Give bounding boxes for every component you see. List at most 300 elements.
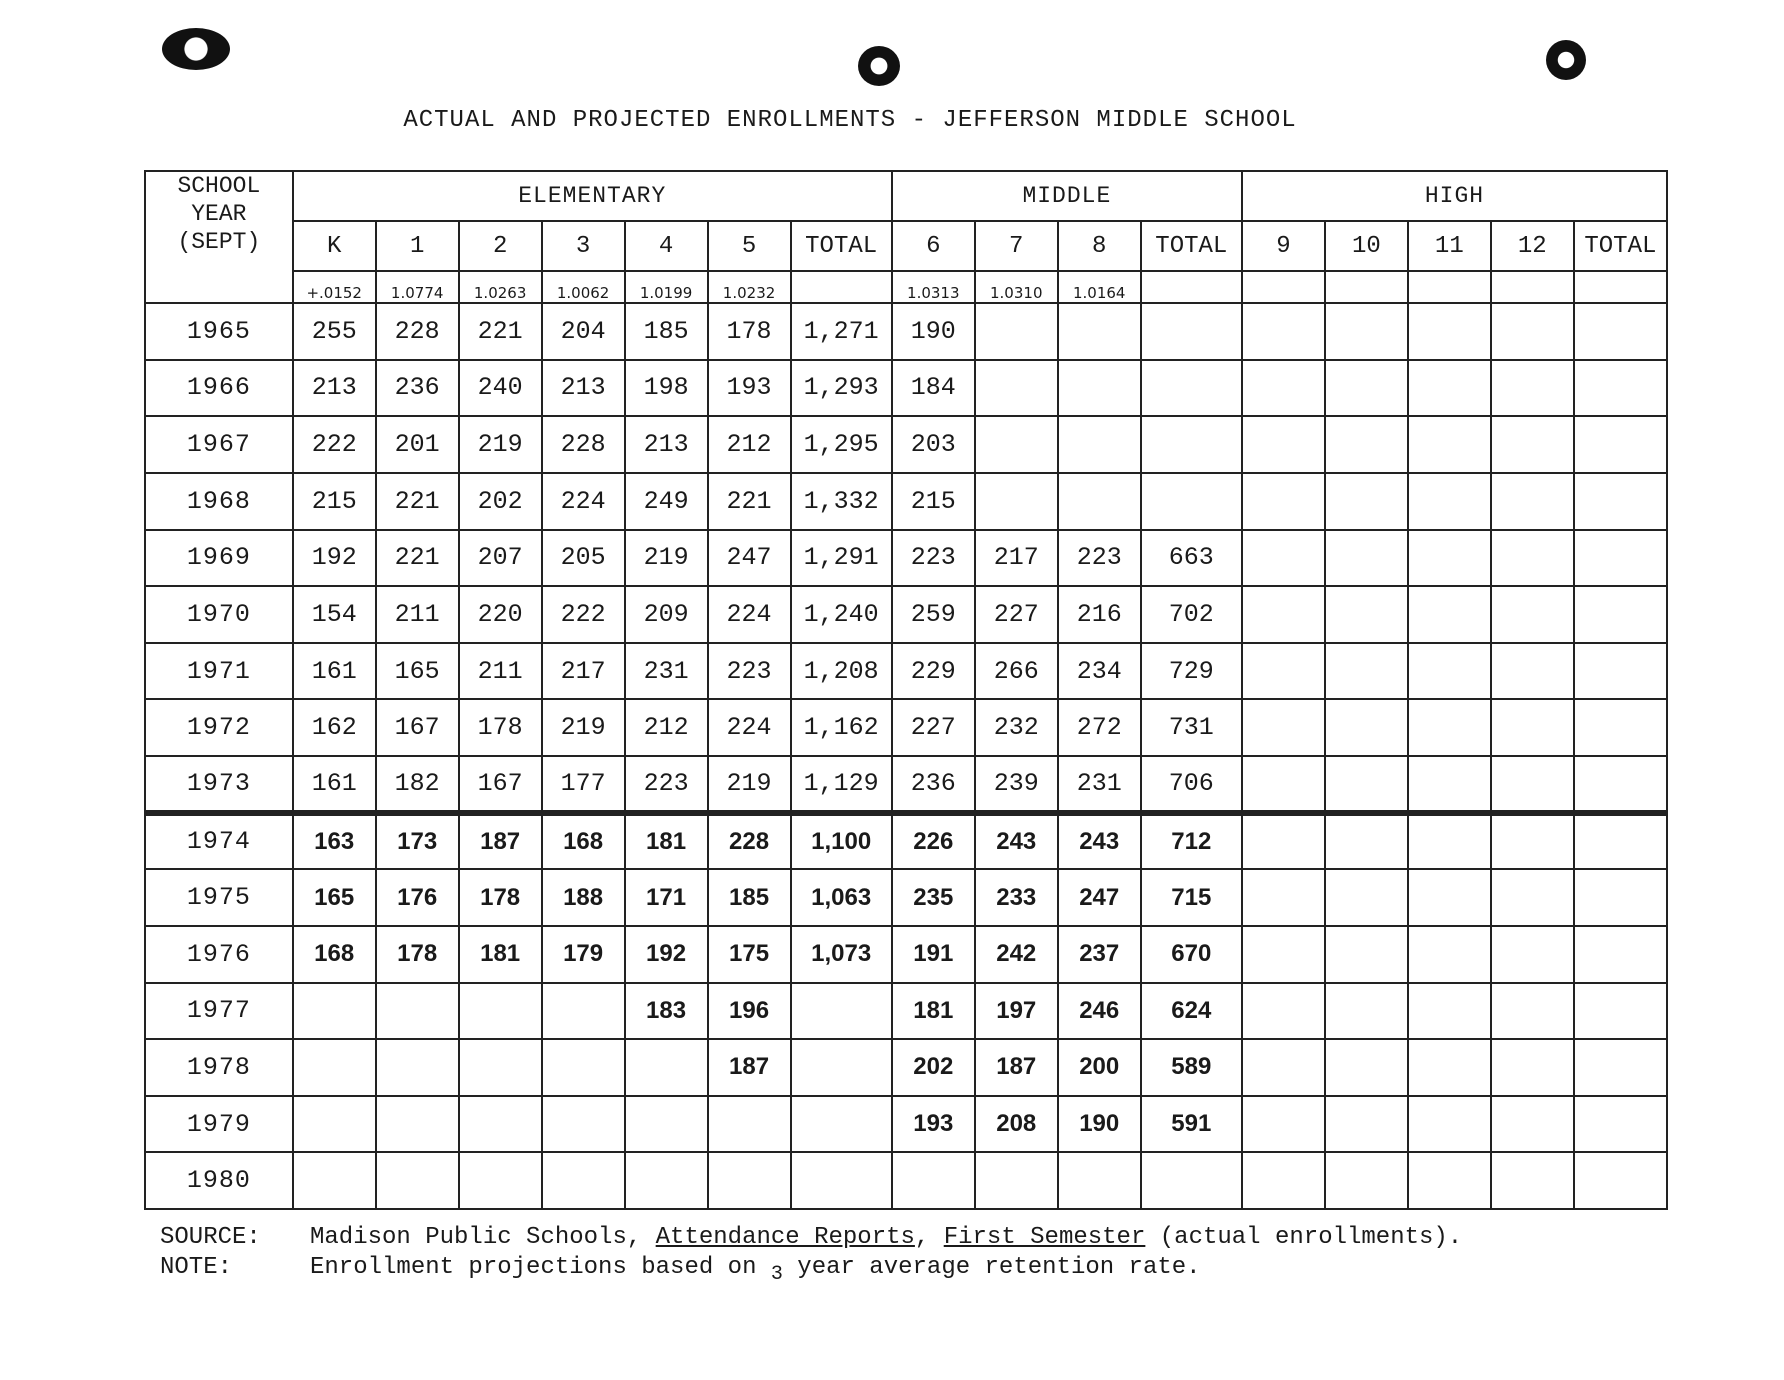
enrollment-cell — [1574, 530, 1667, 587]
high-group-header: HIGH — [1242, 171, 1667, 221]
enrollment-cell: 1,208 — [791, 643, 892, 700]
enrollment-cell — [459, 1152, 542, 1209]
enrollment-cell: 247 — [708, 530, 791, 587]
note-label: NOTE: — [160, 1254, 233, 1281]
enrollment-cell: 223 — [625, 756, 708, 813]
enrollment-cell: 217 — [975, 530, 1058, 587]
enrollment-cell: 215 — [293, 473, 376, 530]
enrollment-cell — [1058, 303, 1141, 360]
elementary-total-header: TOTAL — [791, 221, 892, 271]
enrollment-cell: 213 — [625, 416, 708, 473]
enrollment-cell: 247 — [1058, 869, 1141, 926]
grade-header: 10 — [1325, 221, 1408, 271]
table-row — [145, 360, 1667, 417]
enrollment-cell — [1408, 926, 1491, 983]
enrollment-cell: 202 — [892, 1039, 975, 1096]
enrollment-cell: 224 — [708, 586, 791, 643]
enrollment-cell — [1141, 303, 1242, 360]
enrollment-cell — [376, 1039, 459, 1096]
enrollment-cell: 162 — [293, 699, 376, 756]
enrollment-cell: 227 — [892, 699, 975, 756]
enrollment-cell — [791, 983, 892, 1040]
enrollment-cell: 219 — [459, 416, 542, 473]
enrollment-cell: 209 — [625, 586, 708, 643]
enrollment-cell: 1,100 — [791, 813, 892, 870]
enrollment-cell: 165 — [376, 643, 459, 700]
enrollment-cell: 715 — [1141, 869, 1242, 926]
enrollment-cell — [1325, 926, 1408, 983]
grade-header: 7 — [975, 221, 1058, 271]
enrollment-cell — [1574, 360, 1667, 417]
elementary-group-header: ELEMENTARY — [293, 171, 892, 221]
table-row — [145, 756, 1667, 813]
enrollment-cell — [1491, 360, 1574, 417]
school-year-header-line: SCHOOL — [177, 173, 261, 199]
enrollment-cell — [1491, 699, 1574, 756]
enrollment-cell: 237 — [1058, 926, 1141, 983]
enrollment-cell: 182 — [376, 756, 459, 813]
enrollment-cell: 181 — [892, 983, 975, 1040]
enrollment-cell — [708, 1096, 791, 1153]
enrollment-cell: 259 — [892, 586, 975, 643]
retention-rate: +.0152 — [293, 271, 376, 303]
enrollment-cell — [1574, 303, 1667, 360]
enrollment-cell — [1325, 756, 1408, 813]
enrollment-cell: 712 — [1141, 813, 1242, 870]
enrollment-cell: 663 — [1141, 530, 1242, 587]
enrollment-cell: 193 — [892, 1096, 975, 1153]
enrollment-cell: 228 — [542, 416, 625, 473]
enrollment-cell: 243 — [975, 813, 1058, 870]
enrollment-cell — [1058, 473, 1141, 530]
enrollment-cell — [1574, 416, 1667, 473]
enrollment-cell: 204 — [542, 303, 625, 360]
enrollment-cell: 221 — [459, 303, 542, 360]
enrollment-cell: 231 — [625, 643, 708, 700]
grade-header: 4 — [625, 221, 708, 271]
grade-header: 11 — [1408, 221, 1491, 271]
enrollment-cell: 178 — [708, 303, 791, 360]
enrollment-cell — [1574, 926, 1667, 983]
enrollment-cell: 192 — [293, 530, 376, 587]
retention-rate: 1.0062 — [542, 271, 625, 303]
enrollment-cell — [975, 1152, 1058, 1209]
enrollment-cell: 167 — [376, 699, 459, 756]
enrollment-cell: 239 — [975, 756, 1058, 813]
retention-rate — [1574, 271, 1667, 303]
enrollment-cell: 624 — [1141, 983, 1242, 1040]
grade-header: 2 — [459, 221, 542, 271]
note-year-count: 3 — [770, 1263, 783, 1286]
source-report-title: Attendance Reports — [655, 1224, 915, 1251]
enrollment-cell: 670 — [1141, 926, 1242, 983]
enrollment-cell — [975, 303, 1058, 360]
enrollment-cell: 187 — [975, 1039, 1058, 1096]
enrollment-cell — [1242, 530, 1325, 587]
enrollment-cell: 212 — [625, 699, 708, 756]
enrollment-cell: 231 — [1058, 756, 1141, 813]
school-year-cell: 1975 — [145, 869, 293, 926]
enrollment-cell — [1408, 756, 1491, 813]
punch-hole-right — [1546, 40, 1586, 80]
school-year-cell: 1965 — [145, 303, 293, 360]
enrollment-cell — [293, 1152, 376, 1209]
enrollment-cell: 243 — [1058, 813, 1141, 870]
school-year-cell: 1973 — [145, 756, 293, 813]
retention-rate — [1141, 271, 1242, 303]
note-text: Enrollment projections based on — [310, 1254, 771, 1281]
table-row — [145, 416, 1667, 473]
enrollment-cell — [975, 473, 1058, 530]
enrollment-cell: 211 — [376, 586, 459, 643]
enrollment-cell: 187 — [459, 813, 542, 870]
enrollment-cell: 249 — [625, 473, 708, 530]
enrollment-cell — [1408, 586, 1491, 643]
enrollment-cell — [1058, 416, 1141, 473]
school-year-cell: 1974 — [145, 813, 293, 870]
enrollment-cell: 179 — [542, 926, 625, 983]
enrollment-cell: 196 — [708, 983, 791, 1040]
enrollment-cell — [975, 360, 1058, 417]
enrollment-cell — [1574, 586, 1667, 643]
enrollment-cell — [1325, 1039, 1408, 1096]
enrollment-cell — [1408, 699, 1491, 756]
enrollment-cell: 220 — [459, 586, 542, 643]
enrollment-cell: 228 — [376, 303, 459, 360]
enrollment-cell: 591 — [1141, 1096, 1242, 1153]
source-line — [160, 1223, 1462, 1253]
enrollment-cell: 1,295 — [791, 416, 892, 473]
enrollment-cell: 589 — [1141, 1039, 1242, 1096]
enrollment-cell: 266 — [975, 643, 1058, 700]
enrollment-cell — [1491, 926, 1574, 983]
retention-rate-row — [145, 271, 1667, 303]
retention-rate: 1.0263 — [459, 271, 542, 303]
enrollment-cell — [625, 1152, 708, 1209]
enrollment-cell: 188 — [542, 869, 625, 926]
enrollment-cell — [1408, 1152, 1491, 1209]
table-row — [145, 1096, 1667, 1153]
table-row — [145, 983, 1667, 1040]
enrollment-cell: 173 — [376, 813, 459, 870]
enrollment-cell — [1325, 983, 1408, 1040]
enrollment-cell: 167 — [459, 756, 542, 813]
enrollment-cell: 222 — [542, 586, 625, 643]
enrollment-cell — [459, 1096, 542, 1153]
enrollment-cell: 233 — [975, 869, 1058, 926]
enrollment-cell: 224 — [708, 699, 791, 756]
enrollment-cell: 227 — [975, 586, 1058, 643]
enrollment-cell — [1242, 869, 1325, 926]
grade-header: 8 — [1058, 221, 1141, 271]
enrollment-cell: 219 — [708, 756, 791, 813]
enrollment-cell: 198 — [625, 360, 708, 417]
source-label: SOURCE: — [160, 1224, 261, 1251]
table-row — [145, 303, 1667, 360]
enrollment-cell: 221 — [376, 473, 459, 530]
enrollment-cell: 226 — [892, 813, 975, 870]
enrollment-cell — [1325, 530, 1408, 587]
enrollment-cell — [708, 1152, 791, 1209]
enrollment-cell: 222 — [293, 416, 376, 473]
enrollment-cell — [1408, 1096, 1491, 1153]
enrollment-cell: 215 — [892, 473, 975, 530]
enrollment-cell — [1325, 360, 1408, 417]
enrollment-cell: 178 — [376, 926, 459, 983]
group-header-row — [145, 171, 1667, 221]
enrollment-cell — [1491, 813, 1574, 870]
enrollment-cell — [1242, 926, 1325, 983]
enrollment-cell: 236 — [376, 360, 459, 417]
enrollment-cell — [1408, 303, 1491, 360]
table-row — [145, 813, 1667, 870]
retention-rate: 1.0774 — [376, 271, 459, 303]
enrollment-cell — [1242, 473, 1325, 530]
enrollment-cell — [1325, 643, 1408, 700]
enrollment-cell: 168 — [293, 926, 376, 983]
enrollment-cell: 207 — [459, 530, 542, 587]
enrollment-cell — [1574, 1039, 1667, 1096]
enrollment-cell — [542, 1096, 625, 1153]
enrollment-cell — [1408, 643, 1491, 700]
retention-rate: 1.0199 — [625, 271, 708, 303]
table-row — [145, 1152, 1667, 1209]
enrollment-cell: 213 — [293, 360, 376, 417]
school-year-cell: 1968 — [145, 473, 293, 530]
enrollment-cell: 221 — [708, 473, 791, 530]
enrollment-cell: 171 — [625, 869, 708, 926]
enrollment-cell — [293, 1096, 376, 1153]
enrollment-cell — [625, 1096, 708, 1153]
enrollment-cell — [1408, 1039, 1491, 1096]
enrollment-cell — [975, 416, 1058, 473]
note-line — [160, 1253, 1462, 1284]
enrollment-cell: 1,293 — [791, 360, 892, 417]
enrollment-cell: 1,063 — [791, 869, 892, 926]
enrollment-cell — [1141, 360, 1242, 417]
enrollment-cell — [1574, 699, 1667, 756]
retention-rate — [1242, 271, 1325, 303]
enrollment-cell: 1,332 — [791, 473, 892, 530]
retention-rate: 1.0232 — [708, 271, 791, 303]
enrollment-cell: 219 — [625, 530, 708, 587]
enrollment-table-body — [145, 303, 1667, 1209]
enrollment-cell — [1574, 1096, 1667, 1153]
enrollment-cell: 242 — [975, 926, 1058, 983]
punch-hole-center — [858, 46, 900, 86]
enrollment-cell: 201 — [376, 416, 459, 473]
source-suffix: (actual enrollments). — [1145, 1224, 1463, 1251]
enrollment-cell — [1242, 983, 1325, 1040]
grade-header: 1 — [376, 221, 459, 271]
retention-rate — [1491, 271, 1574, 303]
retention-rate: 1.0310 — [975, 271, 1058, 303]
enrollment-cell — [1242, 813, 1325, 870]
school-year-cell: 1970 — [145, 586, 293, 643]
enrollment-cell — [1574, 756, 1667, 813]
enrollment-cell — [1141, 1152, 1242, 1209]
enrollment-cell: 185 — [708, 869, 791, 926]
retention-rate — [791, 271, 892, 303]
enrollment-cell: 1,240 — [791, 586, 892, 643]
school-year-header — [145, 171, 293, 303]
grade-header: 6 — [892, 221, 975, 271]
enrollment-cell — [1242, 303, 1325, 360]
enrollment-cell — [1491, 756, 1574, 813]
school-year-cell: 1980 — [145, 1152, 293, 1209]
table-row — [145, 869, 1667, 926]
enrollment-cell: 161 — [293, 643, 376, 700]
enrollment-cell: 190 — [892, 303, 975, 360]
enrollment-cell — [1408, 360, 1491, 417]
enrollment-cell: 183 — [625, 983, 708, 1040]
high-total-header: TOTAL — [1574, 221, 1667, 271]
enrollment-cell — [1325, 473, 1408, 530]
enrollment-cell: 192 — [625, 926, 708, 983]
enrollment-cell — [542, 983, 625, 1040]
table-row — [145, 473, 1667, 530]
enrollment-cell: 1,073 — [791, 926, 892, 983]
enrollment-cell — [1242, 1039, 1325, 1096]
enrollment-cell — [1325, 586, 1408, 643]
grade-header: 9 — [1242, 221, 1325, 271]
enrollment-cell: 223 — [708, 643, 791, 700]
enrollment-cell — [1242, 699, 1325, 756]
enrollment-cell — [459, 1039, 542, 1096]
school-year-cell: 1977 — [145, 983, 293, 1040]
enrollment-cell: 168 — [542, 813, 625, 870]
school-year-header-line: YEAR — [191, 201, 247, 227]
enrollment-cell — [1242, 643, 1325, 700]
table-row — [145, 699, 1667, 756]
enrollment-cell: 191 — [892, 926, 975, 983]
enrollment-cell: 203 — [892, 416, 975, 473]
enrollment-cell: 216 — [1058, 586, 1141, 643]
grade-header: 12 — [1491, 221, 1574, 271]
source-separator: , — [914, 1224, 944, 1251]
enrollment-cell: 212 — [708, 416, 791, 473]
note-suffix: year average retention rate. — [782, 1254, 1201, 1281]
enrollment-cell — [1491, 869, 1574, 926]
school-year-cell: 1971 — [145, 643, 293, 700]
enrollment-cell: 178 — [459, 699, 542, 756]
school-year-header-line: (SEPT) — [177, 229, 261, 255]
enrollment-cell: 729 — [1141, 643, 1242, 700]
enrollment-cell — [1242, 1152, 1325, 1209]
grade-header: 5 — [708, 221, 791, 271]
enrollment-cell: 181 — [625, 813, 708, 870]
enrollment-cell: 181 — [459, 926, 542, 983]
enrollment-cell — [791, 1039, 892, 1096]
enrollment-cell — [1491, 1096, 1574, 1153]
enrollment-cell — [376, 1096, 459, 1153]
enrollment-cell: 236 — [892, 756, 975, 813]
enrollment-cell: 163 — [293, 813, 376, 870]
enrollment-cell — [1058, 360, 1141, 417]
enrollment-cell: 178 — [459, 869, 542, 926]
enrollment-cell: 1,129 — [791, 756, 892, 813]
enrollment-cell — [1325, 1096, 1408, 1153]
enrollment-cell — [1242, 416, 1325, 473]
enrollment-cell — [1574, 813, 1667, 870]
grade-header: K — [293, 221, 376, 271]
enrollment-cell: 211 — [459, 643, 542, 700]
enrollment-cell — [1491, 586, 1574, 643]
enrollment-cell: 177 — [542, 756, 625, 813]
enrollment-cell — [1242, 1096, 1325, 1153]
enrollment-cell — [1325, 813, 1408, 870]
middle-total-header: TOTAL — [1141, 221, 1242, 271]
enrollment-cell: 175 — [708, 926, 791, 983]
enrollment-cell: 200 — [1058, 1039, 1141, 1096]
punch-hole-left — [162, 28, 230, 70]
enrollment-cell — [1408, 530, 1491, 587]
enrollment-cell — [1242, 360, 1325, 417]
enrollment-cell: 234 — [1058, 643, 1141, 700]
enrollment-table — [144, 170, 1668, 1210]
enrollment-cell: 224 — [542, 473, 625, 530]
table-row — [145, 586, 1667, 643]
enrollment-cell: 205 — [542, 530, 625, 587]
enrollment-cell — [625, 1039, 708, 1096]
enrollment-cell — [1574, 869, 1667, 926]
enrollment-cell: 731 — [1141, 699, 1242, 756]
enrollment-cell — [1491, 303, 1574, 360]
enrollment-cell — [1491, 983, 1574, 1040]
enrollment-cell: 154 — [293, 586, 376, 643]
enrollment-cell: 255 — [293, 303, 376, 360]
retention-rate — [1325, 271, 1408, 303]
enrollment-cell — [1491, 473, 1574, 530]
school-year-cell: 1972 — [145, 699, 293, 756]
enrollment-cell: 1,271 — [791, 303, 892, 360]
table-row — [145, 926, 1667, 983]
enrollment-cell — [1408, 416, 1491, 473]
enrollment-cell: 702 — [1141, 586, 1242, 643]
enrollment-cell: 221 — [376, 530, 459, 587]
grade-header-row — [145, 221, 1667, 271]
middle-group-header: MIDDLE — [892, 171, 1242, 221]
enrollment-cell: 229 — [892, 643, 975, 700]
enrollment-cell: 246 — [1058, 983, 1141, 1040]
enrollment-cell — [1491, 1039, 1574, 1096]
enrollment-cell: 219 — [542, 699, 625, 756]
enrollment-cell — [1574, 983, 1667, 1040]
enrollment-cell — [376, 983, 459, 1040]
enrollment-cell: 706 — [1141, 756, 1242, 813]
enrollment-cell — [1574, 1152, 1667, 1209]
enrollment-cell — [1408, 473, 1491, 530]
enrollment-cell — [1242, 586, 1325, 643]
enrollment-cell: 185 — [625, 303, 708, 360]
enrollment-cell: 184 — [892, 360, 975, 417]
enrollment-cell — [1408, 813, 1491, 870]
enrollment-cell: 223 — [1058, 530, 1141, 587]
enrollment-cell — [1574, 473, 1667, 530]
retention-rate — [1408, 271, 1491, 303]
retention-rate: 1.0164 — [1058, 271, 1141, 303]
school-year-cell: 1979 — [145, 1096, 293, 1153]
enrollment-cell — [1491, 416, 1574, 473]
table-row — [145, 643, 1667, 700]
enrollment-cell — [1141, 473, 1242, 530]
retention-rate: 1.0313 — [892, 271, 975, 303]
enrollment-cell: 202 — [459, 473, 542, 530]
source-text: Madison Public Schools, — [310, 1224, 656, 1251]
school-year-cell: 1967 — [145, 416, 293, 473]
enrollment-cell — [791, 1152, 892, 1209]
school-year-cell: 1978 — [145, 1039, 293, 1096]
